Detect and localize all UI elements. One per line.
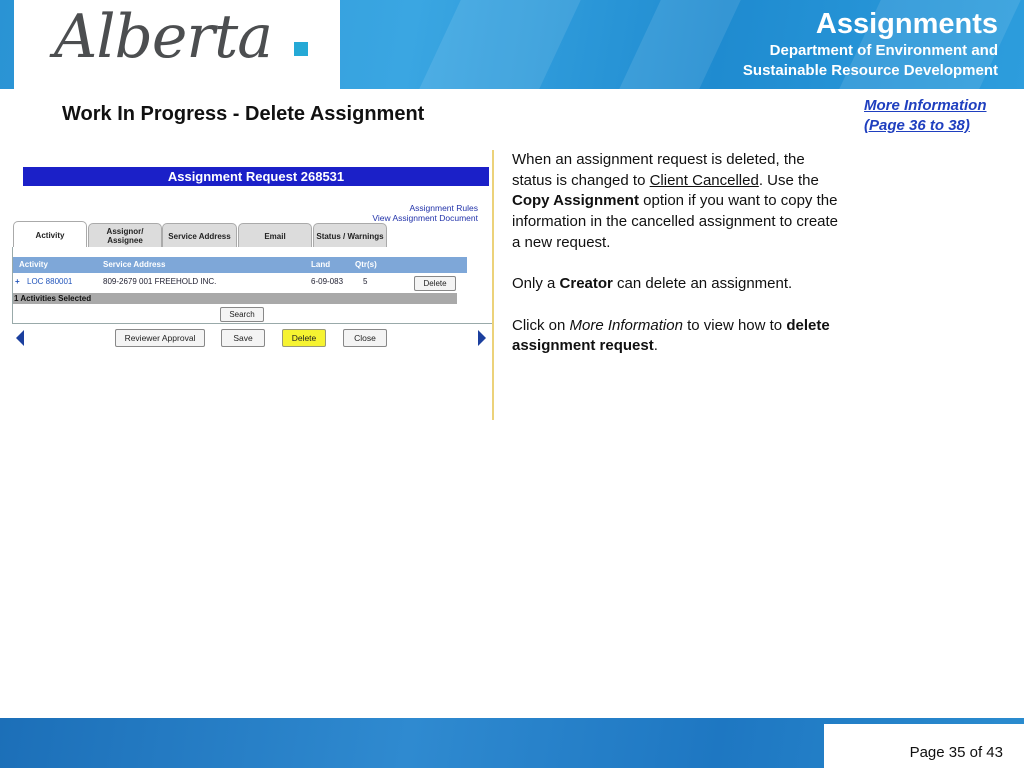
close-button[interactable]: Close	[343, 329, 387, 347]
qtrs-cell: 5	[363, 277, 368, 286]
more-information-link[interactable]	[864, 96, 987, 136]
col-service-address: Service Address	[103, 260, 166, 269]
table-header	[13, 257, 467, 273]
delete-assignment-request-text: delete assignment request	[512, 316, 830, 355]
more-information-text: More Information	[569, 316, 683, 334]
reviewer-approval-button[interactable]: Reviewer Approval	[115, 329, 205, 347]
divider	[492, 150, 494, 420]
more-info-line1[interactable]: More Information	[864, 97, 987, 114]
table-row	[13, 274, 467, 290]
view-assignment-document-link[interactable]: View Assignment Document	[372, 213, 478, 223]
page-title: Work In Progress - Delete Assignment	[62, 103, 425, 125]
client-cancelled-text: Client Cancelled	[649, 171, 759, 189]
request-title-bar: Assignment Request 268531	[23, 167, 489, 186]
expand-plus-icon[interactable]: +	[15, 277, 20, 286]
tab-status-warnings[interactable]: Status / Warnings	[313, 223, 387, 248]
description-paragraph-3: Click on More Information to view how to delete assignment request.	[512, 316, 830, 355]
alberta-logo	[14, 0, 340, 89]
col-land: Land	[311, 260, 331, 269]
tab-activity[interactable]: Activity	[13, 221, 87, 248]
assignment-screenshot	[10, 160, 492, 360]
col-qtrs: Qtr(s)	[355, 260, 377, 269]
copy-assignment-text: Copy Assignment	[512, 192, 639, 210]
description	[512, 150, 842, 378]
assignment-rules-link[interactable]: Assignment Rules	[409, 203, 478, 213]
land-cell: 6-09-083	[311, 277, 344, 286]
page-number: Page 35 of 43	[909, 744, 1003, 761]
tab-assignor-assignee[interactable]: Assignor/ Assignee	[88, 223, 162, 248]
col-activity: Activity	[19, 260, 48, 269]
description-paragraph-2: Only a Creator can delete an assignment.	[512, 275, 793, 293]
tab-email[interactable]: Email	[238, 223, 312, 248]
creator-text: Creator	[559, 275, 613, 293]
header-subtitle-2: Sustainable Resource Development	[742, 62, 998, 79]
activity-cell[interactable]: LOC 880001	[27, 277, 73, 286]
delete-button[interactable]: Delete	[282, 329, 326, 347]
selected-count: 1 Activities Selected	[13, 293, 457, 304]
save-button[interactable]: Save	[221, 329, 265, 347]
more-info-line2[interactable]: (Page 36 to 38)	[864, 117, 970, 134]
tab-service-address[interactable]: Service Address	[162, 223, 237, 248]
row-delete-button[interactable]: Delete	[414, 276, 456, 291]
header-title: Assignments	[815, 8, 998, 40]
next-arrow-icon[interactable]	[478, 330, 486, 346]
logo-text: Alberta	[54, 2, 272, 72]
search-button[interactable]: Search	[220, 307, 264, 322]
service-address-cell: 809-2679 001 FREEHOLD INC.	[103, 277, 217, 286]
header-subtitle-1: Department of Environment and	[769, 42, 998, 59]
description-paragraph-1: When an assignment request is deleted, the status is changed to Client Cancelled. Use the Copy Assignment option if you want to copy the information in the cancelled assignment to create a new request.	[512, 151, 839, 251]
prev-arrow-icon[interactable]	[16, 330, 24, 346]
logo-square-icon	[294, 42, 308, 56]
